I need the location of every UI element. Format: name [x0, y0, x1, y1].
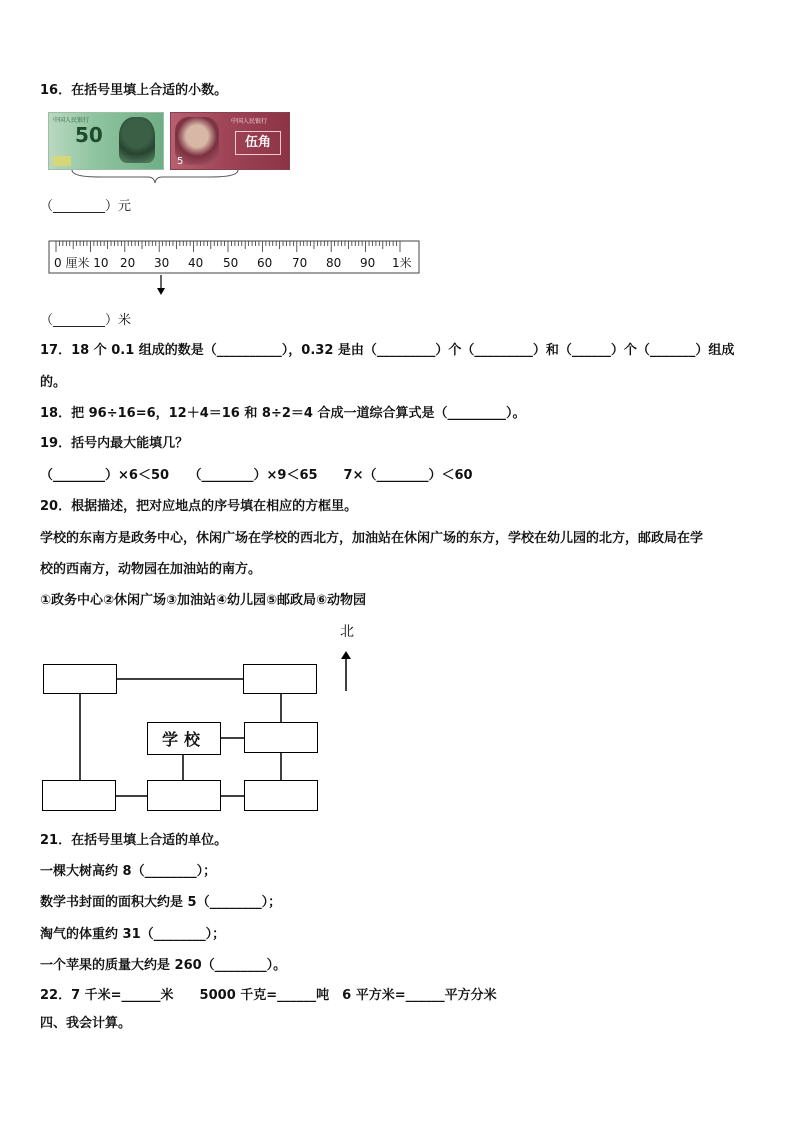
note-value-text: 伍角	[235, 131, 281, 155]
fifty-yuan-note-image	[48, 112, 164, 170]
q20-options: ①政务中心②休闲广场③加油站④幼儿园⑤邮政局⑥动物园	[40, 593, 367, 608]
q21-title: 21．在括号里填上合适的单位。	[40, 833, 228, 848]
map-box-bottom-middle[interactable]	[147, 780, 221, 811]
q20-desc-line1: 学校的东南方是政务中心，休闲广场在学校的西北方，加油站在休闲广场的东方，学校在幼儿园的北方，邮政局在学	[40, 531, 704, 546]
ruler-label-90: 90	[360, 256, 376, 270]
q21-item-4: 一个苹果的质量大约是 260（________）。	[40, 958, 287, 973]
q21-item-2: 数学书封面的面积大约是 5（________）；	[40, 895, 282, 910]
map-box-top-left[interactable]	[43, 664, 117, 694]
north-arrow-icon	[338, 650, 354, 692]
brace-graphic	[70, 168, 240, 186]
ruler	[48, 240, 420, 274]
map-box-bottom-right[interactable]	[244, 780, 318, 811]
ruler-label-0: 0 厘米 10	[54, 256, 109, 270]
q22-text: 22．7 千米=______米 5000 千克=______吨 6 平方米=______平方分米	[40, 988, 497, 1003]
note-bank-name: 中国人民银行	[53, 117, 90, 124]
note-bank-name: 中国人民银行	[231, 118, 268, 125]
ruler-label-40: 40	[188, 256, 204, 270]
map-school-box: 学校	[147, 722, 221, 755]
q21-item-1: 一棵大树高约 8（________）；	[40, 864, 217, 879]
ruler-label-80: 80	[326, 256, 342, 270]
portrait-graphic	[119, 117, 155, 163]
q20-desc-line2: 校的西南方，动物园在加油站的南方。	[40, 562, 262, 577]
section-4-title: 四、我会计算。	[40, 1016, 132, 1031]
ruler-label-20: 20	[120, 256, 136, 270]
north-label: 北	[340, 624, 354, 640]
ruler-label-50: 50	[223, 256, 239, 270]
five-jiao-note-image	[170, 112, 290, 170]
q21-item-3: 淘气的体重约 31（________）；	[40, 927, 226, 942]
map-box-middle-right[interactable]	[244, 722, 318, 753]
map-box-top-right[interactable]	[243, 664, 317, 694]
note-stripe-graphic	[53, 156, 71, 166]
q18-text: 18．把 96÷16=6，12＋4＝16 和 8÷2＝4 合成一道综合算式是（_________）。	[40, 406, 526, 421]
note-value: 5	[177, 156, 184, 167]
q16-answer-yuan: （________）元	[40, 199, 132, 214]
pointer-arrow-icon	[154, 275, 168, 297]
q17-line2: 的。	[40, 375, 67, 390]
ruler-label-60: 60	[257, 256, 273, 270]
map-box-bottom-left[interactable]	[42, 780, 116, 811]
ruler-label-70: 70	[292, 256, 308, 270]
q19-title: 19．括号内最大能填几？	[40, 436, 189, 451]
ruler-label-30: 30	[154, 256, 170, 270]
ruler-label-1m: 1米	[392, 256, 412, 270]
q17-line1: 17．18 个 0.1 组成的数是（__________），0.32 是由（_________）个（_________）和（______）个（_______）组成	[40, 343, 735, 358]
q16-answer-meter: （________）米	[40, 313, 132, 328]
q16-title: 16．在括号里填上合适的小数。	[40, 83, 228, 98]
q19-items: （________）×6＜50 （________）×9＜65 7×（________）＜60	[40, 468, 473, 483]
q20-title: 20．根据描述，把对应地点的序号填在相应的方框里。	[40, 499, 358, 514]
note-value: 50	[75, 123, 103, 147]
